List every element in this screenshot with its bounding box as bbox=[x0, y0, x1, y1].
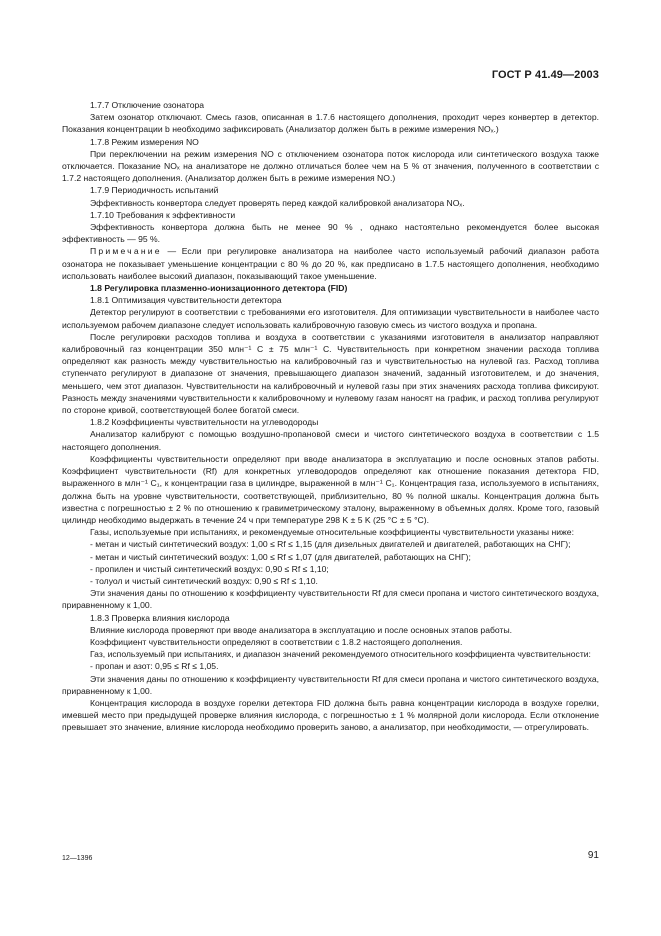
body-paragraph: Затем озонатор отключают. Смесь газов, описанная в 1.7.6 настоящего дополнения, проходит через конвертер в детектор. Показания концентрации b необходимо зафиксировать (Анализатор должен быть в режиме измерения NOₓ.) bbox=[62, 112, 599, 135]
body-paragraph: Концентрация кислорода в воздухе горелки детектора FID должна быть равна концентрации кислорода в воздухе горелки, имевшей место при предыдущей проверке влияния кислорода, с погрешностью ± 1 % молярной доли кислорода. Если отклонение превышает это значение, влияние кислорода необходимо проверить заново, а анализатор, при необходимости, — отрегулировать. bbox=[62, 697, 599, 733]
body-paragraph: Коэффициент чувствительности определяют в соответствии с 1.8.2 настоящего дополнения. bbox=[90, 636, 463, 647]
body-paragraph: Коэффициенты чувствительности определяют при вводе анализатора в эксплуатацию и после основных этапов работы. Коэффициент чувствительности (Rf) для конкретных углеводородов определяют как отношение показания детектора FID, выраженного в млн⁻¹ C₁, к концентрации газа в цилиндре, выраженной в млн⁻¹ C₁. Концентрация газа, используемого в испытаниях, должна быть на уровне чувствительности, соответствующей, приблизительно, 80 % полной шкалы. Концентрация должна быть известна с погрешностью ± 2 % по отношению к гравиметрическому эталону, выраженному в объемных долях. Кроме того, газовый цилиндр необходимо выдержать в течение 24 ч при температуре 298 K ± 5 K (25 °C ± 5 °C). bbox=[62, 453, 599, 525]
body-paragraph: Детектор регулируют в соответствии с требованиями его изготовителя. Для оптимизации чувствительности в наиболее часто используемом рабочем диапазоне следует использовать калибровочную газовую смесь из чистого воздуха и пропана. bbox=[62, 307, 599, 330]
page-number: 91 bbox=[587, 850, 599, 861]
note-label: Примечание bbox=[90, 246, 162, 257]
section-heading: 1.8.1 Оптимизация чувствительности детектора bbox=[90, 295, 282, 306]
standard-designation: ГОСТ Р 41.49—2003 bbox=[491, 69, 599, 81]
section-heading: 1.7.9 Периодичность испытаний bbox=[90, 185, 219, 196]
body-paragraph: После регулировки расходов топлива и воздуха в соответствии с указаниями изготовителя в анализатор направляют калибровочный газ концентрации 350 млн⁻¹ С ± 75 млн⁻¹ С. Чувствительность при конкретном значении расхода топлива определяют как разность между чувствительностью на калибровочный газ и чувствительностью на нулевой газ. Расход топлива ступенчато регулируют в диапазоне от значения, превышающего диапазон значений, заданный изготовителем, и до значения, меньшего, чем этот диапазон. Чувствительности на калибровочный и нулевой газы при этих значениях расхода топлива фиксируют. Разность между значениями чувствительности к калибровочному и нулевому газам наносят на график, и расход топлива регулируют по стороне кривой, соответствующей более богатой смеси. bbox=[62, 331, 599, 416]
section-heading: 1.8.2 Коэффициенты чувствительности на углеводороды bbox=[90, 417, 319, 428]
note-text: — Если при регулировке анализатора на наиболее часто используемый рабочий диапазон работа озонатора не показывает уменьшение концентрации с 80 % до 20 %, как предписано в 1.7.5 настоящего дополнения, необходимо использовать наиболее высокий диапазон, показывающий такое уменьшение. bbox=[62, 246, 599, 281]
list-item: - пропан и азот: 0,95 ≤ Rf ≤ 1,05. bbox=[90, 661, 219, 672]
printing-mark: 12—1396 bbox=[62, 855, 93, 862]
body-paragraph: Влияние кислорода проверяют при вводе анализатора в эксплуатацию и после основных этапов работы. bbox=[90, 624, 513, 635]
list-item: - пропилен и чистый синтетический воздух: 0,90 ≤ Rf ≤ 1,10; bbox=[90, 563, 329, 574]
section-title: 1.8 Регулировка плазменно-ионизационного детектора (FID) bbox=[90, 283, 348, 294]
body-paragraph: Эффективность конвертора должна быть не менее 90 % , однако настоятельно рекомендуется более высокая эффективность — 95 %. bbox=[62, 222, 599, 245]
body-paragraph: Эффективность конвертора следует проверять перед каждой калибровкой анализатора NOₓ. bbox=[90, 197, 465, 208]
body-paragraph: Анализатор калибруют с помощью воздушно-пропановой смеси и чистого синтетического воздуха в соответствии с 1.5 настоящего дополнения. bbox=[62, 429, 599, 452]
body-paragraph: Эти значения даны по отношению к коэффициенту чувствительности Rf для смеси пропана и чистого синтетического воздуха, приравненному к 1,00. bbox=[62, 673, 599, 696]
list-item: - метан и чистый синтетический воздух: 1,00 ≤ Rf ≤ 1,15 (для дизельных двигателей и двигателей, работающих на СНГ); bbox=[90, 539, 571, 550]
section-heading: 1.7.10 Требования к эффективности bbox=[90, 209, 236, 220]
body-paragraph: Газ, используемый при испытаниях, и диапазон значений рекомендуемого относительного коэффициента чувствительности: bbox=[90, 649, 591, 660]
body-paragraph: Эти значения даны по отношению к коэффициенту чувствительности Rf для смеси пропана и чистого синтетического воздуха, приравненному к 1,00. bbox=[62, 588, 599, 611]
document-body bbox=[62, 99, 599, 734]
body-paragraph: При переключении на режим измерения NO с отключением озонатора поток кислорода или синтетического воздуха также отключается. Показание NOₓ на анализаторе не должно отличаться более чем на 5 % от значения, полученного в соответствии с 1.7.2 настоящего дополнения. (Анализатор должен быть в режиме измерения NO.) bbox=[62, 148, 599, 184]
list-item: - толуол и чистый синтетический воздух: 0,90 ≤ Rf ≤ 1,10. bbox=[90, 575, 318, 586]
body-paragraph: Газы, используемые при испытаниях, и рекомендуемые относительные коэффициенты чувствительности указаны ниже: bbox=[90, 527, 574, 538]
note-paragraph bbox=[62, 245, 599, 282]
section-heading: 1.8.3 Проверка влияния кислорода bbox=[90, 612, 230, 623]
list-item: - метан и чистый синтетический воздух: 1,00 ≤ Rf ≤ 1,07 (для двигателей, работающих на СНГ); bbox=[90, 551, 471, 562]
section-heading: 1.7.7 Отключение озонатора bbox=[90, 100, 205, 110]
section-heading: 1.7.8 Режим измерения NO bbox=[90, 136, 199, 147]
